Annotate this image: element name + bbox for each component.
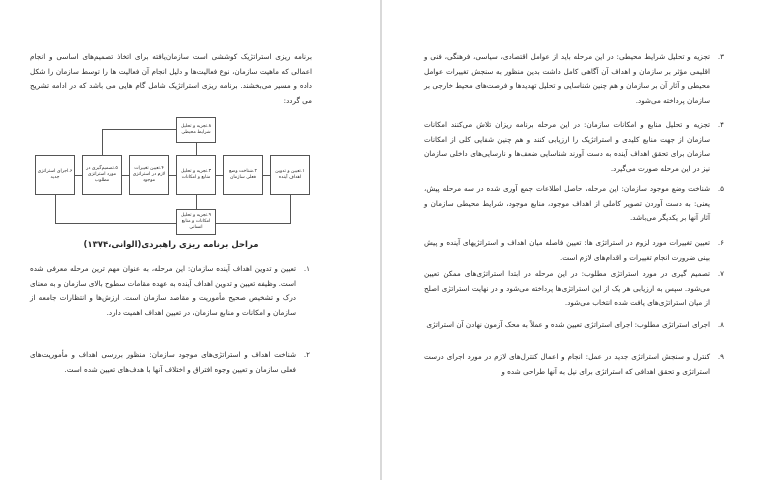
item-text: اجرای استراتژی مطلوب: اجرای استراتژی تعیین شده و عملاً به محک آزمون نهادن آن استراتژی (426, 320, 710, 329)
item-text: تعیین و تدوین اهداف آینده سازمان: این مرحله، به عنوان مهم ترین مرحله معرفی شده است. وظیفه تعیین و تدوین اهداف آینده به عهده مقامات سطوح بالای سازمان و به معنای درک و تشخیص صحیح مأموریت و مقاصد سازمان است. ارزش‌ها و انتظارات جامعه از سازمان و امکانات و منابع سازمان، در تعیین اهداف اهمیت دارد. (30, 264, 296, 317)
item-text: شناخت وضع موجود سازمان: این مرحله، حاصل اطلاعات جمع آوری شده در سه مرحله پیش، یعنی: به دست آوردن تصویر کاملی از اهداف موجود، منابع موجود، شرایط محیطی سازمان و آثار آنها بر یکدیگر می‌باشد. (424, 184, 710, 222)
list-item-7 (424, 267, 724, 311)
diagram-caption: مراحل برنامه ریزی راهبردی(الوانی،۱۳۷۴) (83, 240, 259, 250)
item-number: ۲. (303, 350, 310, 359)
diagram-box-environment: ۸.تجزیه و تحلیل شرایط محیطی (176, 117, 216, 143)
diagram-connector (196, 143, 197, 155)
diagram-connector (196, 195, 197, 209)
diagram-feedback-line (216, 223, 291, 224)
item-number: ۳. (717, 52, 724, 61)
diagram-connector (75, 175, 82, 176)
diagram-connector (216, 175, 223, 176)
item-number: ۵. (717, 184, 724, 193)
list-item-2 (30, 348, 310, 377)
item-text: تعیین تغییرات مورد لزوم در استراتژی ها: تعیین فاصله میان اهداف و استراتژیهای آینده و پیش بینی ضرورت انجام تغییرات و اقدام‌های لازم است. (424, 238, 710, 262)
diagram-box-resources: ۹.تجزیه و تحلیل امکانات و منابع انسانی (176, 209, 216, 235)
diagram-connector (122, 175, 129, 176)
diagram-box-6: ۶.اجرای استراتژی جدید (35, 155, 75, 195)
list-item-3 (424, 50, 724, 108)
list-item-1 (30, 262, 310, 320)
diagram-connector (263, 175, 270, 176)
diagram-box-2: ۲.شناخت وضع فعلی سازمان (223, 155, 263, 195)
item-number: ۱. (303, 264, 310, 273)
diagram-feedback-line (55, 195, 56, 223)
diagram-feedback-line (290, 195, 291, 223)
diagram-box-4: ۴.تعیین تغییرات لازم در استراتژی موجود (129, 155, 169, 195)
item-text: کنترل و سنجش استراتژی جدید در عمل: انجام و اعمال کنترل‌های لازم در مورد اجرای درست استراتژی و تحقق اهدافی که استراتژی برای نیل به آنها طراحی شده و (424, 352, 710, 376)
strategic-planning-diagram (30, 117, 312, 235)
item-number: ۴. (717, 120, 724, 129)
left-page (0, 0, 380, 480)
intro-paragraph: برنامه ریزی استراتژیک کوششی است سازمان‌یافته برای اتخاذ تصمیم‌های اساسی و انجام اعمالی که ماهیت سازمان، نوع فعالیت‌ها و دلیل انجام آن فعالیت ها را توسط سازمان را شکل داده و مسیر می‌بخشند. برنامه ریزی استراتژیک شامل گام هایی می باشد که در ادامه تشریح می‌ گردد: (30, 52, 312, 105)
diagram-feedback-line (102, 129, 176, 130)
diagram-connector (169, 175, 176, 176)
list-item-6 (424, 236, 724, 265)
item-text: تجزیه و تحلیل منابع و امکانات سازمان: در این مرحله برنامه ریزان تلاش می‌کنند امکانات سازمان از جهت منابع کلیدی و استراتژیک را ارزیابی کنند و هم چنین شفایی کلی از امکانات سازمان برای تحقق اهداف آینده به دست آورند شناسایی ضعف‌ها و نارسایی‌های داخلی سازمان نیز در این مرحله صورت می‌گیرد. (424, 120, 710, 173)
item-number: ۷. (717, 269, 724, 278)
item-number: ۸. (717, 320, 724, 329)
list-item-4 (424, 118, 724, 176)
diagram-box-5: ۵.تصمیم‌گیری در مورد استراتژی مطلوب (82, 155, 122, 195)
diagram-feedback-line (55, 223, 176, 224)
item-number: ۶. (717, 238, 724, 247)
diagram-box-1: ۱.تعیین و تدوین اهداف آینده (270, 155, 310, 195)
list-item-9 (424, 350, 724, 379)
item-number: ۹. (717, 352, 724, 361)
item-text: تصمیم گیری در مورد استراتژی مطلوب: در این مرحله در ابتدا استراتژی‌های ممکن تعیین می‌شود. سپس به ارزیابی هر یک از این استراتژی‌ها پرداخته می‌شود و در نهایت استراتژی اصلح از میان استراتژی‌های یافت شده انتخاب می‌شود. (424, 269, 710, 307)
list-item-5 (424, 182, 724, 226)
list-item-8 (424, 318, 724, 333)
item-text: تجزیه و تحلیل شرایط محیطی: در این مرحله باید از عوامل اقتصادی، سیاسی، فرهنگی، فنی و اقلیمی مؤثر بر سازمان و اهداف آن آگاهی کامل داشت بدین منظور به سنجش تغییرات عوامل محیطی و آثار آن بر سازمان و هم چنین شناسایی و تحلیل تهدیدها و فرصت‌های محیط خارجی بر سازمان پرداخته می‌شود. (424, 52, 710, 105)
diagram-box-3: ۳.تجزیه و تحلیل منابع و امکانات (176, 155, 216, 195)
diagram-feedback-line (102, 129, 103, 155)
item-text: شناخت اهداف و استراتژی‌های موجود سازمان: منظور بررسی اهداف و مأموریت‌های فعلی سازمان و تعیین وجوه افتراق و اختلاف آنها با هدف‌های تعیین شده است. (30, 350, 296, 374)
right-page (382, 0, 762, 480)
